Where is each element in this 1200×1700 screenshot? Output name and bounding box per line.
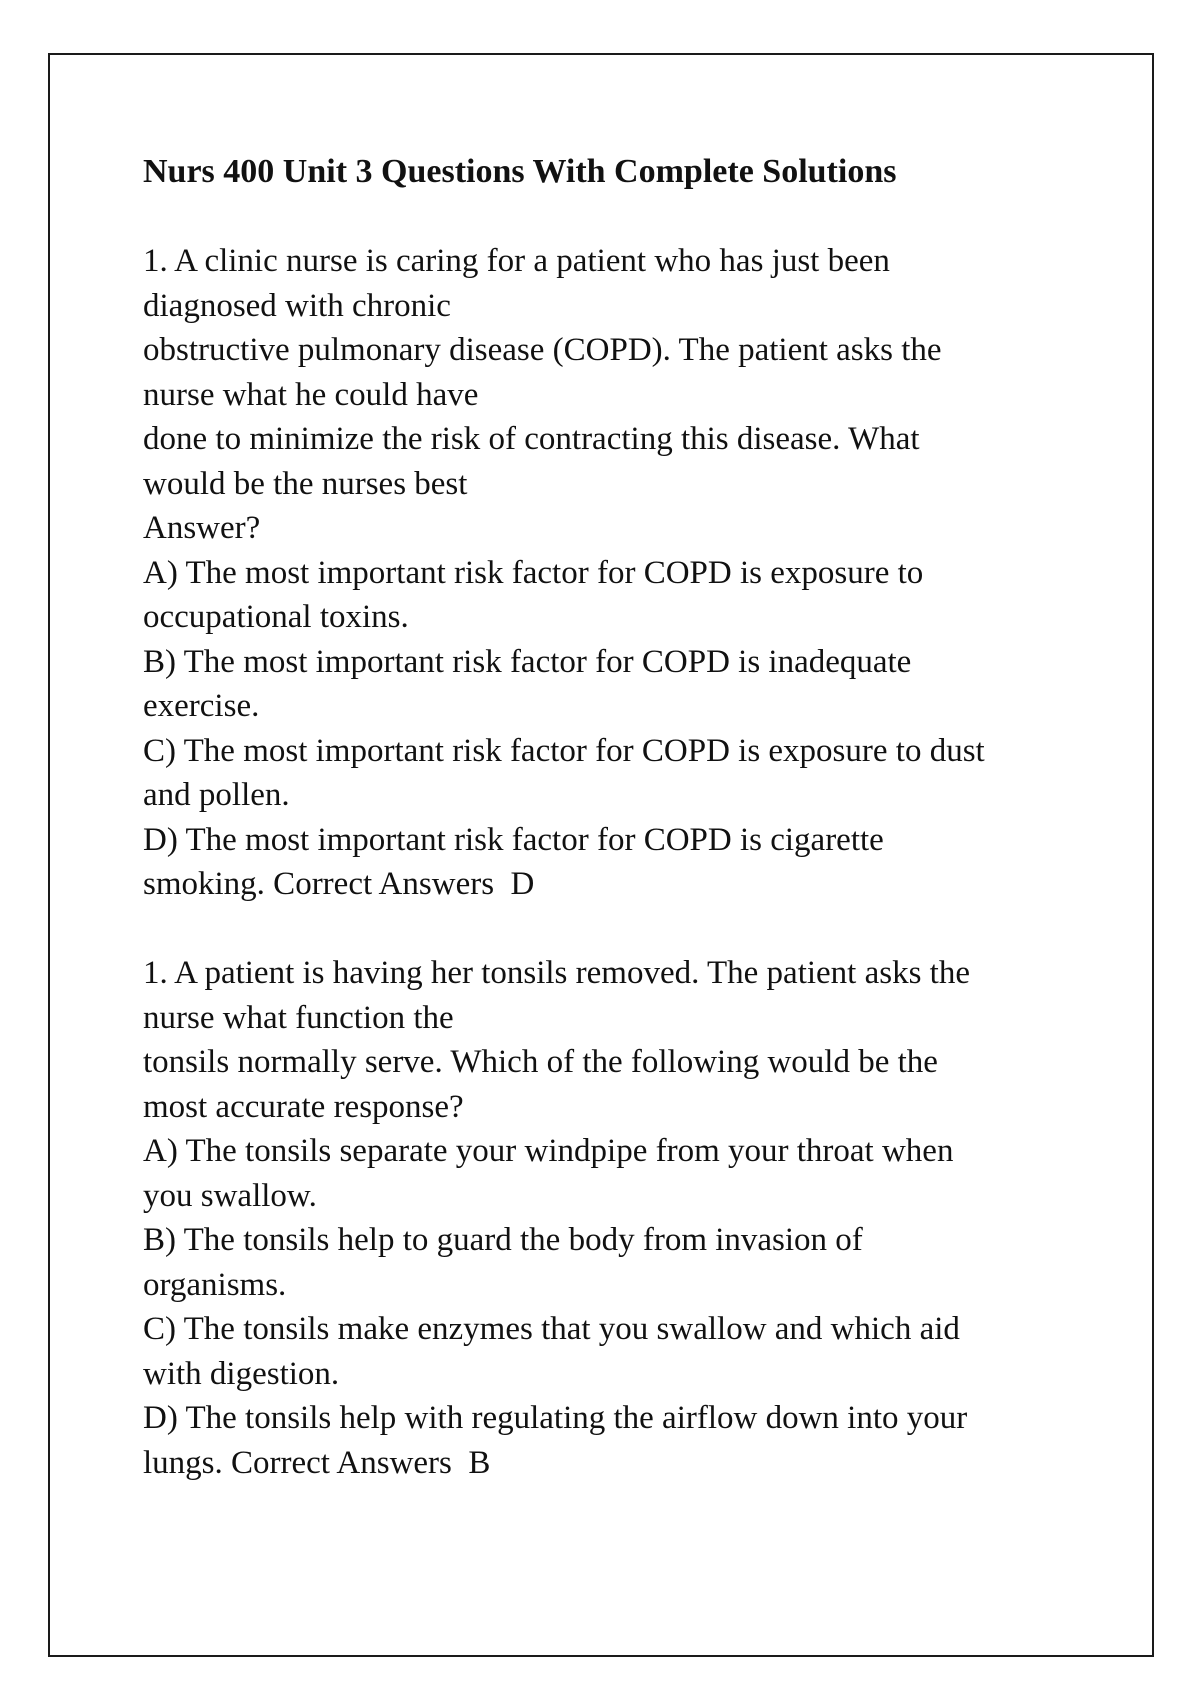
stem-line: Answer? bbox=[143, 510, 261, 546]
option-line: and pollen. bbox=[143, 777, 290, 813]
option-d bbox=[143, 1396, 1083, 1485]
option-b bbox=[143, 640, 1083, 729]
option-line: with digestion. bbox=[143, 1355, 340, 1392]
option-line: smoking. Correct Answers D bbox=[143, 866, 535, 902]
option-line: B) The most important risk factor for COPD is inadequate bbox=[143, 643, 912, 680]
document-body bbox=[143, 150, 1083, 1530]
question-2 bbox=[143, 951, 1083, 1485]
stem-line: 1. A patient is having her tonsils removed. The patient asks the bbox=[143, 955, 970, 991]
stem-line: 1. A clinic nurse is caring for a patient who has just been bbox=[143, 243, 890, 279]
stem-line: obstructive pulmonary disease (COPD). The patient asks the bbox=[143, 332, 942, 368]
option-c bbox=[143, 1307, 1083, 1396]
stem-line: nurse what function the bbox=[143, 999, 454, 1036]
stem-line: tonsils normally serve. Which of the following would be the bbox=[143, 1044, 938, 1080]
option-line: A) The tonsils separate your windpipe from your throat when bbox=[143, 1133, 954, 1169]
question-stem bbox=[143, 951, 1083, 1129]
option-line: B) The tonsils help to guard the body from invasion of bbox=[143, 1222, 863, 1258]
option-line: A) The most important risk factor for COPD is exposure to bbox=[143, 554, 924, 591]
option-d bbox=[143, 818, 1083, 907]
option-line: C) The most important risk factor for COPD is exposure to dust bbox=[143, 732, 985, 769]
option-line: lungs. Correct Answers B bbox=[143, 1444, 491, 1481]
stem-line: done to minimize the risk of contracting this disease. What bbox=[143, 421, 920, 457]
answer-options bbox=[143, 1129, 1083, 1485]
stem-line: would be the nurses best bbox=[143, 465, 468, 502]
stem-line: most accurate response? bbox=[143, 1088, 464, 1125]
option-line: occupational toxins. bbox=[143, 599, 409, 635]
option-line: C) The tonsils make enzymes that you swallow and which aid bbox=[143, 1311, 960, 1347]
question-stem bbox=[143, 239, 1083, 551]
document-title: Nurs 400 Unit 3 Questions With Complete Solutions bbox=[143, 153, 897, 190]
option-b bbox=[143, 1218, 1083, 1307]
option-line: you swallow. bbox=[143, 1177, 317, 1214]
stem-line: diagnosed with chronic bbox=[143, 287, 451, 324]
option-a bbox=[143, 1129, 1083, 1218]
option-line: D) The tonsils help with regulating the airflow down into your bbox=[143, 1400, 968, 1436]
option-line: organisms. bbox=[143, 1266, 287, 1303]
answer-options bbox=[143, 551, 1083, 907]
option-line: D) The most important risk factor for COPD is cigarette bbox=[143, 821, 884, 858]
option-line: exercise. bbox=[143, 688, 260, 724]
question-1 bbox=[143, 239, 1083, 907]
option-c bbox=[143, 729, 1083, 818]
option-a bbox=[143, 551, 1083, 640]
stem-line: nurse what he could have bbox=[143, 376, 479, 413]
